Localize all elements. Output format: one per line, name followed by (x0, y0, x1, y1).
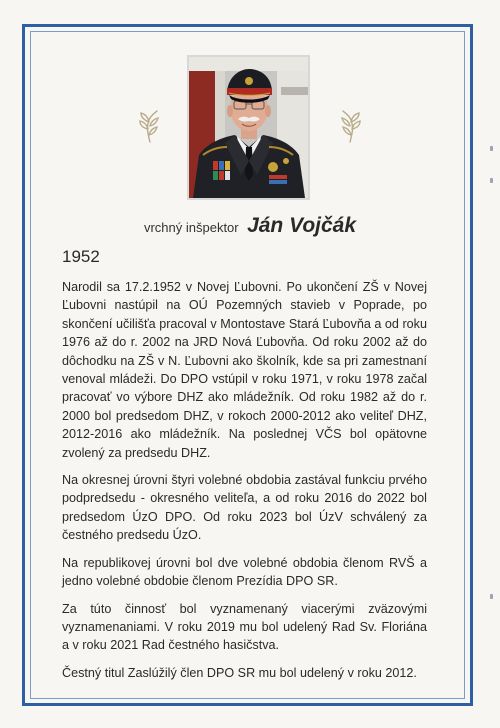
title-line (0, 214, 500, 238)
paragraph-awards: Za túto činnosť bol vyznamenaný viacerými zväzovými vyznamenaniami. V roku 2019 mu bol udelený Rad Sv. Floriána a v roku 2021 Rad čestného hasičstva. (62, 601, 427, 653)
paragraph-honorary-title: Čestný titul Zaslúžilý člen DPO SR mu bol udelený v roku 2012. (62, 665, 417, 680)
paragraph-early-life: Narodil sa 17.2.1952 v Novej Ľubovni. Po ukončení ZŠ v Novej Ľubovni nastúpil na OÚ Pozemných stavieb v Poprade, po skončení učilišťa pracoval v Montostave Stará Ľubovňa a od roku 1976 až do r. 2002 na JRD Nová Ľubovňa. Od roku 2002 až do dôchodku na ZŠ v N. Ľubovni ako školník, kde sa pri zamestnaní venoval mládeži. Do DPO vstúpil v roku 1971, v roku 1978 začal pracovať vo výbore DHZ ako mládežník. Od roku 1982 až do r. 2000 bol predsedom DHZ, v rokoch 2000-2012 ako veliteľ DHZ, 2012-2016 ako mládežník. Na poslednej VČS bol opätovne zvolený za predsedu DHZ. (62, 280, 427, 460)
floral-ornament-icon (340, 108, 362, 144)
rank-label: vrchný inšpektor (143, 220, 239, 235)
scan-speck (490, 594, 493, 599)
portrait-photo (187, 55, 310, 200)
scan-speck (490, 178, 493, 183)
floral-ornament-icon (138, 108, 160, 144)
biography-text (62, 278, 427, 691)
scan-speck (490, 146, 493, 151)
birth-year: 1952 (62, 247, 100, 266)
paragraph-republic: Na republikovej úrovni bol dve volebné obdobia členom RVŠ a jedno volebné obdobie členom Prezídia DPO SR. (62, 555, 427, 589)
person-name: Ján Vojčák (247, 214, 357, 237)
paragraph-district: Na okresnej úrovni štyri volebné obdobia zastával funkciu prvého podpredsedu - okresného veliteľa, a od roku 2016 do 2022 bol predsedom ÚzO DPO. Od roku 2023 bol ÚzV schválený za čestného predsedu ÚzO. (62, 473, 427, 543)
